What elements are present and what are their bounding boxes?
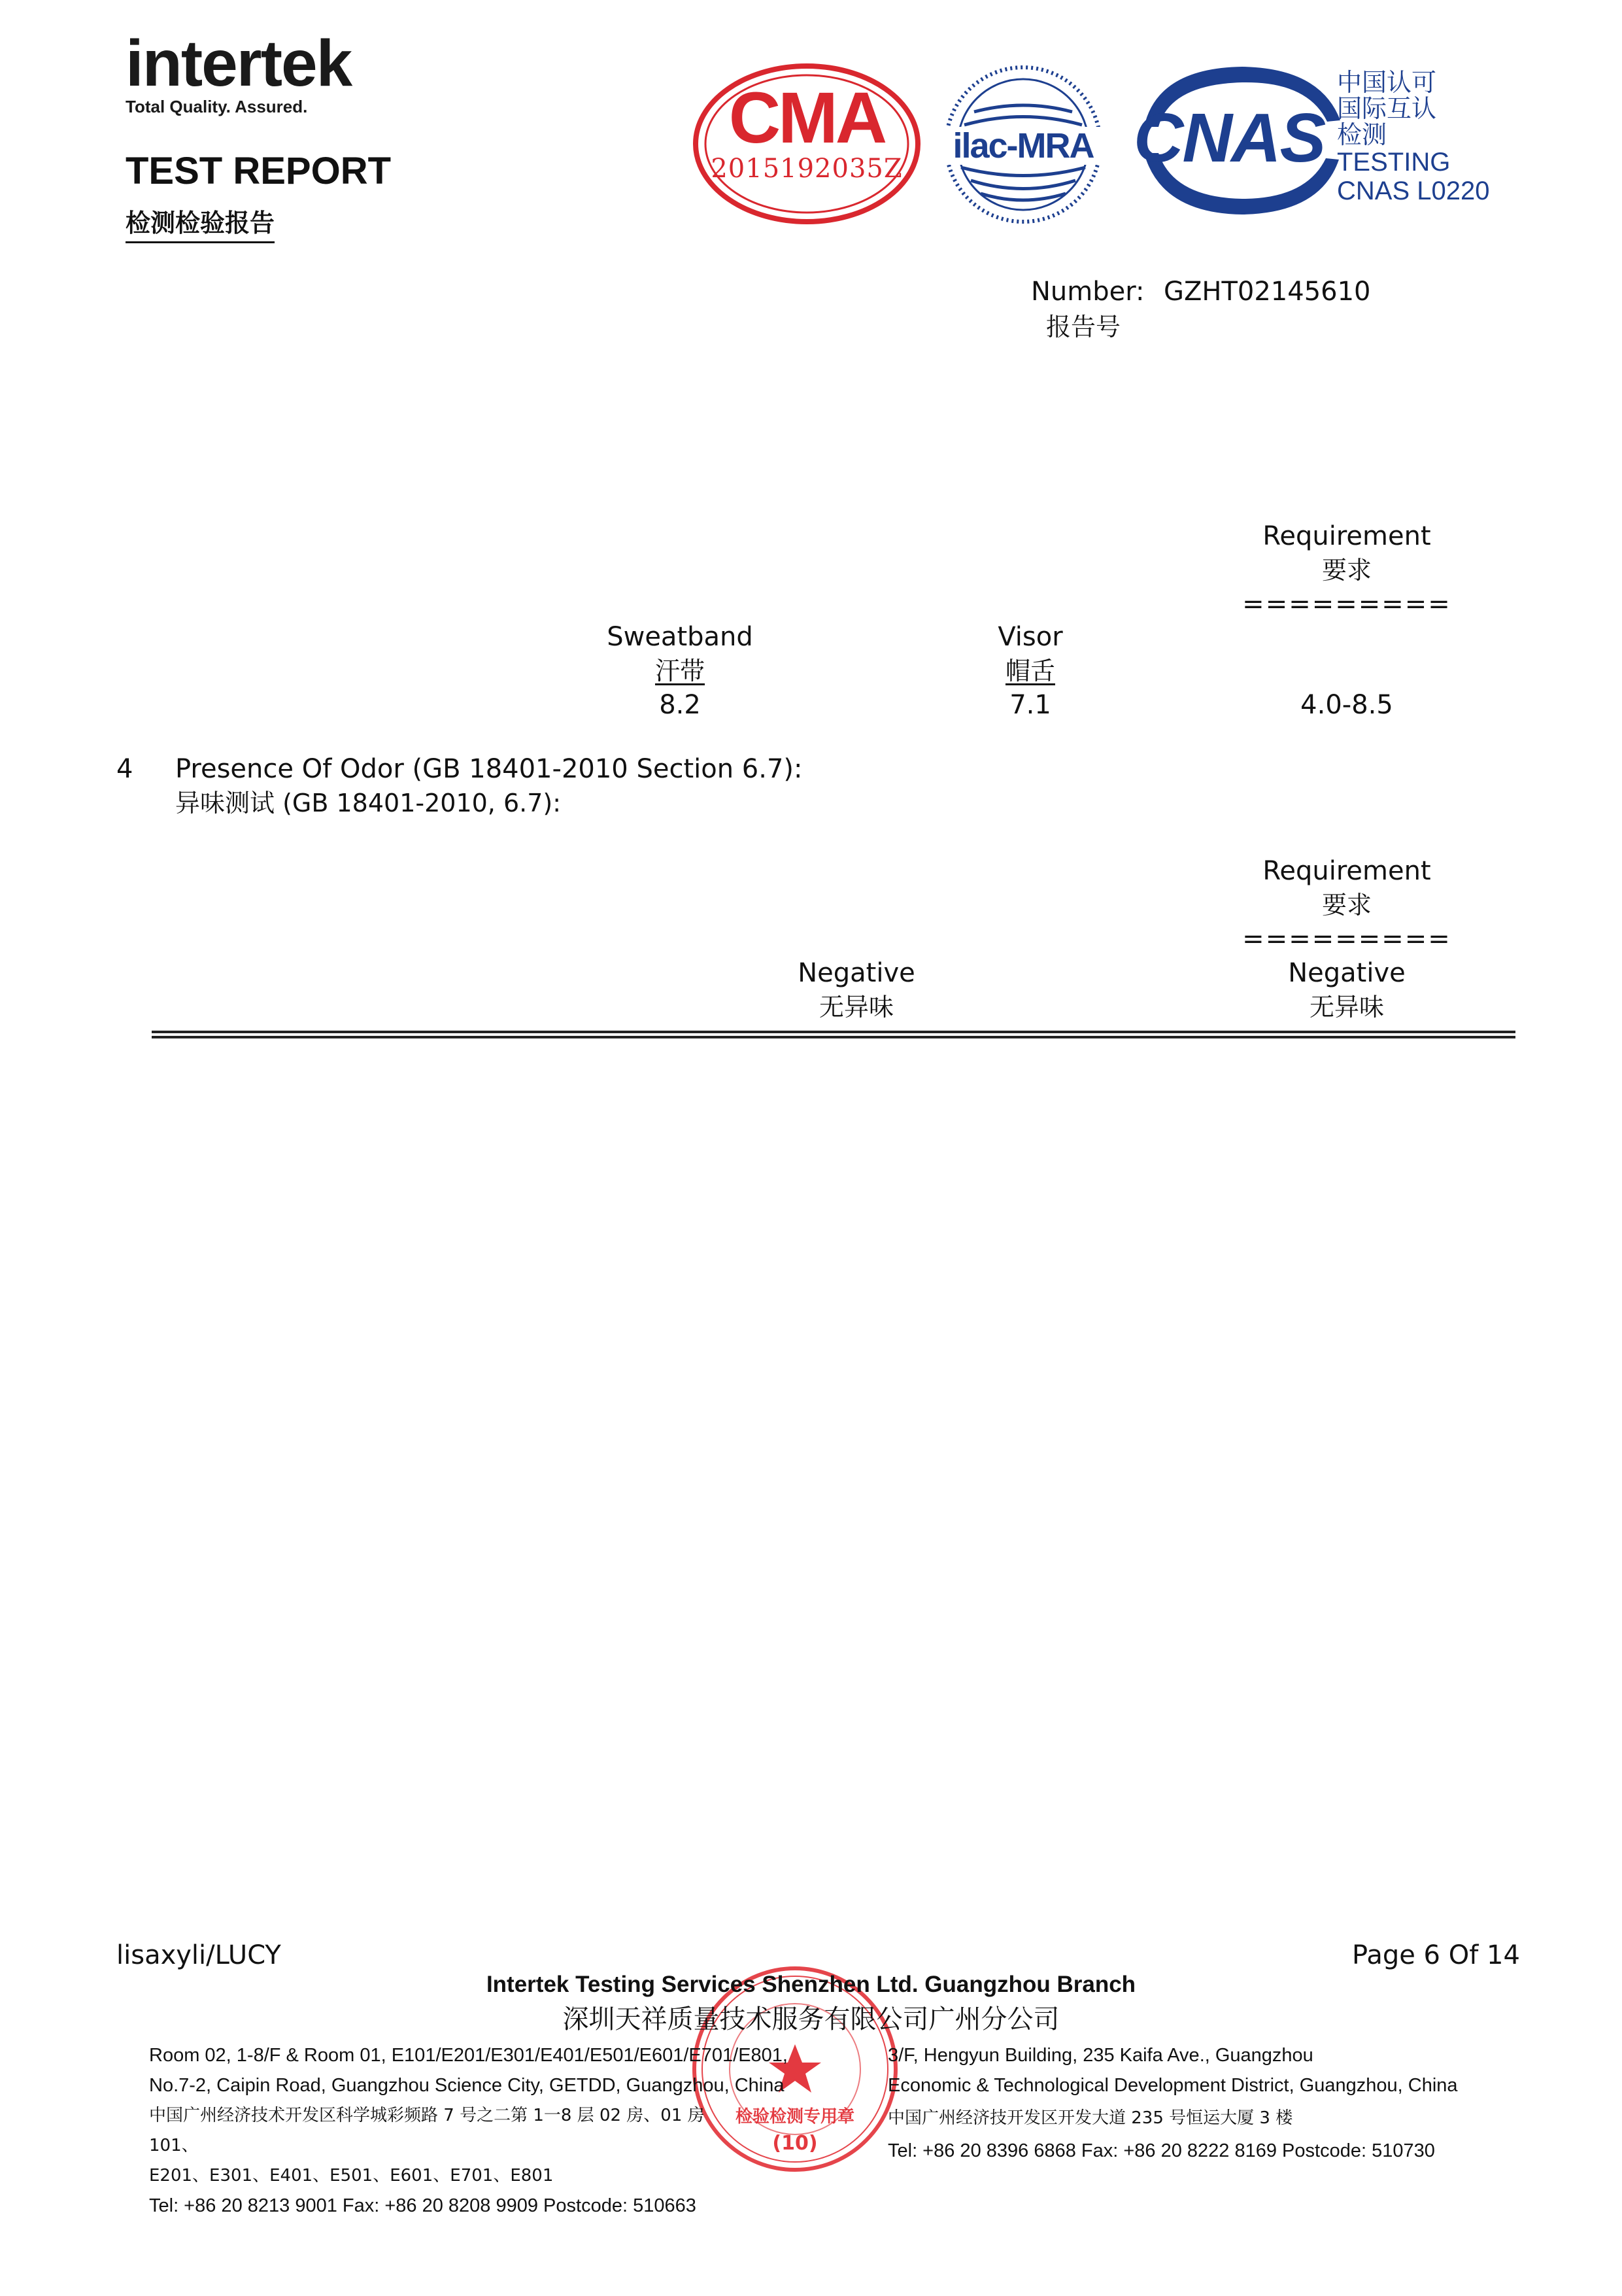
section4-number: 4 (116, 754, 133, 784)
ph-value-visor: 7.1 (1009, 690, 1051, 720)
cnas-testing: TESTING (1337, 148, 1451, 177)
ph-col-sweatband-zh-wrap (575, 654, 785, 688)
cnas-number: CNAS L0220 (1337, 177, 1490, 205)
ph-requirement-value: 4.0-8.5 (1300, 690, 1393, 720)
odor-requirement-value-zh: 无异味 (1309, 993, 1384, 1021)
ph-col-visor: Visor (998, 622, 1063, 652)
ilac-label: ilac-MRA (938, 127, 1109, 165)
page-title-zh: 检测检验报告 (126, 203, 275, 243)
odor-separator: ========= (1242, 924, 1451, 954)
report-number-label-zh: 报告号 (1046, 313, 1121, 341)
address-right-line-3: 中国广州经济技开发区开发大道 235 号恒运大厦 3 楼 (888, 2108, 1293, 2128)
ilac-mra-logo (941, 63, 1105, 226)
address-left-line-3: 中国广州经济技术开发区科学城彩频路 7 号之二第 1一8 层 02 房、01 房 (149, 2106, 705, 2125)
odor-result-zh: 无异味 (819, 993, 894, 1021)
address-left-line-2: No.7-2, Caipin Road, Guangzhou Science City, GETDD, Guangzhou, China (149, 2075, 785, 2096)
logo-wordmark: intertek (126, 27, 352, 100)
odor-requirement-zh: 要求 (1321, 891, 1372, 919)
section4-title-zh-text: 异味测试 (GB 18401-2010, 6.7): (175, 789, 562, 817)
ph-col-sweatband: Sweatband (607, 622, 753, 652)
cma-seal (692, 62, 922, 226)
footer-company-zh: 深圳天祥质量技术服务有限公司广州分公司 (562, 2004, 1060, 2034)
address-left-line-1: Room 02, 1-8/F & Room 01, E101/E201/E301/E401/E501/E601/E701/E801, (149, 2045, 788, 2066)
report-number-value: GZHT02145610 (1164, 277, 1371, 307)
address-left-line-5: E201、E301、E401、E501、E601、E701、E801 (149, 2166, 554, 2185)
footer-address-left (149, 2040, 788, 2221)
ph-requirement-zh: 要求 (1321, 556, 1372, 585)
address-left-line-4: 101、 (149, 2136, 199, 2155)
ph-col-sweatband-zh: 汗带 (654, 657, 705, 685)
ph-col-visor-zh-wrap (926, 654, 1135, 688)
intertek-logo (126, 27, 351, 117)
ph-requirement-label: Requirement (1262, 521, 1431, 551)
stamp-center-zh: 检验检测专用章 (735, 2107, 854, 2127)
address-right-line-4: Tel: +86 20 8396 6868 Fax: +86 20 8222 8169 Postcode: 510730 (888, 2140, 1435, 2161)
cnas-zh-line-1: 中国认可 (1337, 68, 1437, 97)
cnas-letters: CNAS (1134, 99, 1325, 177)
table-end-rule (152, 1031, 1515, 1038)
ph-value-sweatband: 8.2 (659, 690, 701, 720)
odor-requirement-label: Requirement (1262, 856, 1431, 886)
footer-company: Intertek Testing Services Shenzhen Ltd. Guangzhou Branch (486, 1972, 1136, 1997)
odor-result: Negative (798, 958, 915, 988)
logo-tagline: Total Quality. Assured. (126, 97, 308, 116)
odor-requirement-value: Negative (1288, 958, 1406, 988)
footer-page-number: Page 6 Of 14 (1352, 1940, 1520, 1970)
report-number-label: Number: (1031, 277, 1145, 307)
cma-letters: CMA (728, 78, 885, 158)
cnas-text (1337, 69, 1489, 205)
cnas-zh-line-3: 检测 (1337, 120, 1387, 149)
cnas-zh-line-2: 国际互认 (1337, 94, 1437, 123)
ph-col-visor-zh: 帽舌 (1005, 657, 1055, 685)
address-left-line-6: Tel: +86 20 8213 9001 Fax: +86 20 8208 9909 Postcode: 510663 (149, 2195, 696, 2216)
section4-title-zh (175, 786, 561, 820)
address-right-line-2: Economic & Technological Development District, Guangzhou, China (888, 2075, 1458, 2096)
footer-author: lisaxyli/LUCY (116, 1940, 281, 1970)
page-title: TEST REPORT (126, 150, 392, 192)
address-right-line-1: 3/F, Hengyun Building, 235 Kaifa Ave., Guangzhou (888, 2045, 1313, 2066)
cnas-logo (1131, 61, 1347, 218)
stamp-number: (10) (772, 2132, 818, 2155)
footer-address-right (888, 2040, 1458, 2166)
cma-number: 2015192035Z (711, 154, 903, 184)
ph-separator: ========= (1242, 589, 1451, 619)
section4-title: Presence Of Odor (GB 18401-2010 Section 6.7): (175, 754, 803, 784)
